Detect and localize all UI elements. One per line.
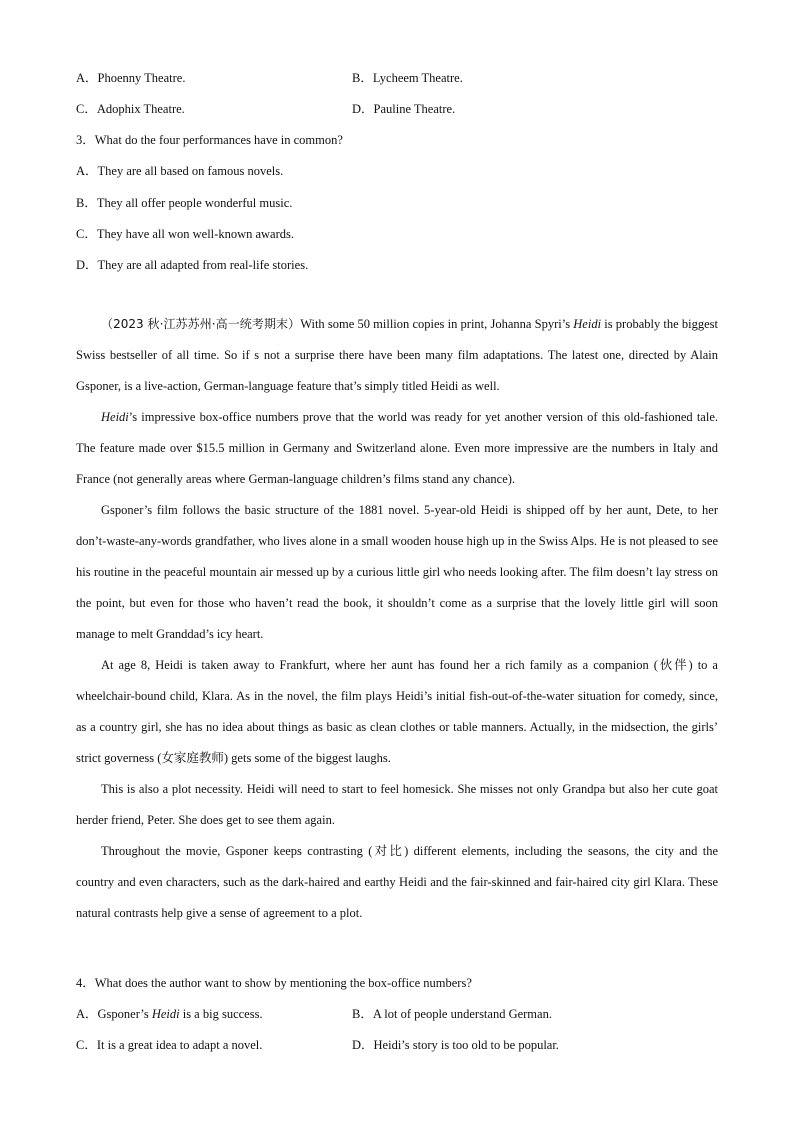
- passage-source: （2023 秋·江苏苏州·高一统考期末）: [101, 317, 301, 331]
- q4-option-b[interactable]: B．A lot of people understand German.: [352, 1007, 552, 1021]
- q3-option-c[interactable]: C．They have all won well-known awards.: [76, 227, 294, 241]
- q4-option-row-2: [76, 1035, 718, 1053]
- q4-stem: 4．What does the author want to show by mentioning the box-office numbers?: [76, 976, 472, 990]
- q2-option-row-2: [76, 99, 718, 117]
- q3-option-a[interactable]: A．They are all based on famous novels.: [76, 164, 284, 178]
- q2-option-a[interactable]: A．Phoenny Theatre.: [76, 71, 186, 85]
- q3-option-b[interactable]: B．They all offer people wonderful music.: [76, 196, 293, 210]
- q4-option-c[interactable]: C．It is a great idea to adapt a novel.: [76, 1038, 263, 1052]
- q2-option-row-1: [76, 68, 718, 86]
- film-title: Heidi: [101, 410, 129, 424]
- passage-paragraph-4: At age 8, Heidi is taken away to Frankfurt, where her aunt has found her a rich family as a companion (伙伴) to a wheelchair-bound child, Klara. As in the novel, the film plays Heidi’s initial fish-out-of-the-water situation for comedy, since, as a country girl, she has no idea about things as basic as clean clothes or table manners. Actually, in the midsection, the girls’ strict governess (女家庭教师) gets some of the biggest laughs.: [76, 658, 718, 765]
- q2-option-b[interactable]: B．Lycheem Theatre.: [352, 71, 463, 85]
- q4-option-a[interactable]: A．Gsponer’s Heidi is a big success.: [76, 1007, 263, 1021]
- q3-option-d[interactable]: D．They are all adapted from real-life stories.: [76, 258, 309, 272]
- q4-option-row-1: [76, 1004, 718, 1022]
- passage-paragraph-1: （2023 秋·江苏苏州·高一统考期末）With some 50 million copies in print, Johanna Spyri’s Heidi is probably the biggest Swiss bestseller of all time. So if s not a surprise there have been many film adaptations. The latest one, directed by Alain Gsponer, is a live-action, German-language feature that’s simply titled Heidi as well.: [76, 317, 718, 393]
- passage-paragraph-2: Heidi’s impressive box-office numbers prove that the world was ready for yet another version of this old-fashioned tale. The feature made over $15.5 million in Germany and Switzerland alone. Even more impressive are the numbers in Italy and France (not generally areas where German-language children’s films stand any chance).: [76, 410, 718, 486]
- q2-option-d[interactable]: D．Pauline Theatre.: [352, 102, 456, 116]
- reading-passage: [76, 309, 718, 929]
- passage-paragraph-6: Throughout the movie, Gsponer keeps contrasting (对比) different elements, including the seasons, the city and the country and even characters, such as the dark-haired and earthy Heidi and the fair-skinned and fair-haired city girl Klara. These natural contrasts help give a sense of agreement to a plot.: [76, 844, 718, 920]
- q4-option-d[interactable]: D．Heidi’s story is too old to be popular.: [352, 1038, 559, 1052]
- q2-option-c[interactable]: C．Adophix Theatre.: [76, 102, 185, 116]
- film-title: Heidi: [573, 317, 602, 331]
- passage-paragraph-5: This is also a plot necessity. Heidi will need to start to feel homesick. She misses not only Grandpa but also her cute goat herder friend, Peter. She does get to see them again.: [76, 782, 718, 827]
- passage-paragraph-3: Gsponer’s film follows the basic structure of the 1881 novel. 5-year-old Heidi is shipped off by her aunt, Dete, to her don’t-waste-any-words grandfather, who lives alone in a small wooden house high up in the Swiss Alps. He is not pleased to see his routine in the peaceful mountain air messed up by a curious little girl who needs looking after. The film doesn’t lay stress on the point, but even for those who haven’t read the book, it shouldn’t come as a surprise that the lovely little girl will soon manage to melt Granddad’s icy heart.: [76, 503, 718, 641]
- q3-stem: 3．What do the four performances have in common?: [76, 133, 343, 147]
